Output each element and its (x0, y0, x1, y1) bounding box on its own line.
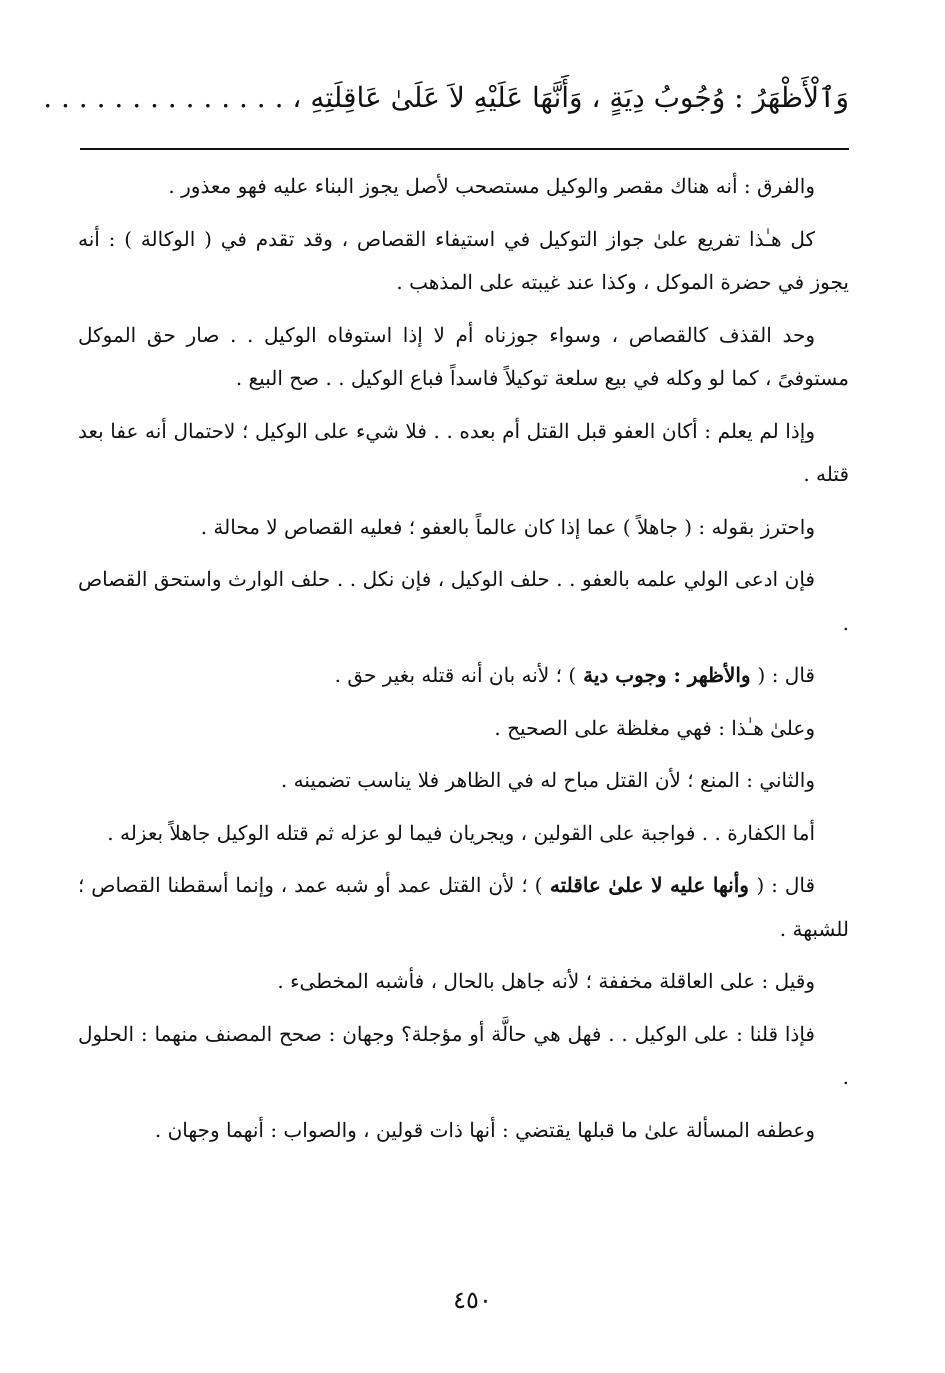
paragraph-6: فإن ادعى الولي علمه بالعفو . . حلف الوكيل ، فإن نكل . . حلف الوارث واستحق القصاص . (78, 567, 849, 635)
quote-2-bold: وأنها عليه لا علىٰ عاقلته (542, 873, 757, 897)
quote-paragraph-2 (78, 864, 849, 951)
quote-paragraph-1 (78, 654, 849, 698)
header-text: وَٱلْأَظْهَرُ : وُجُوبُ دِيَةٍ ، وَأَنَّهَا عَلَيْهِ لاَ عَلَىٰ عَاقِلَتِهِ ، (292, 81, 849, 114)
page-number: ٤٥٠ (453, 1286, 492, 1314)
paragraph-10: وقيل : على العاقلة مخففة ؛ لأنه جاهل بالحال ، فأشبه المخطىء . (277, 969, 815, 993)
header-matn-line (43, 70, 849, 130)
paragraph-9: أما الكفارة . . فواجبة على القولين ، ويجريان فيما لو عزله ثم قتله الوكيل جاهلاً بعزله . (107, 820, 815, 845)
quote-1-suffix: ) ؛ لأنه بان أنه قتله بغير حق . (334, 663, 577, 687)
quote-1-prefix: قال : ( (757, 663, 815, 687)
paragraph-11: فإذا قلنا : على الوكيل . . فهل هي حالَّة أو مؤجلة؟ وجهان : صحح المصنف منهما : الحلول . (78, 1021, 849, 1089)
quote-2-suffix: ) ؛ لأن القتل عمد أو شبه عمد ، وإنما أسقطنا القصاص ؛ للشبهة . (78, 873, 849, 941)
paragraph-5: واحترز بقوله : ( جاهلاً ) عما إذا كان عالماً بالعفو ؛ فعليه القصاص لا محالة . (200, 514, 815, 539)
paragraph-12: وعطفه المسألة علىٰ ما قبلها يقتضي : أنها ذات قولين ، والصواب : أنهما وجهان . (154, 1117, 815, 1142)
commentary-body (78, 165, 849, 1161)
header-dots: . . . . . . . . . . . . . . (43, 81, 284, 114)
paragraph-7: وعلىٰ هـٰذا : فهي مغلظة على الصحيح . (494, 715, 815, 740)
header-divider (80, 148, 849, 150)
paragraph-2: كل هـٰذا تفريع علىٰ جواز التوكيل في استيفاء القصاص ، وقد تقدم في ( الوكالة ) : أنه يجوز في حضرة الموكل ، وكذا عند غيبته على المذهب . (78, 226, 849, 294)
paragraph-3: وحد القذف كالقصاص ، وسواء جوزناه أم لا إذا استوفاه الوكيل . . صار حق الموكل مستوفىً ، كما لو وكله في بيع سلعة توكيلاً فاسداً فباع الوكيل . . صح البيع . (78, 322, 849, 390)
quote-1-bold: والأظهر : وجوب دية (576, 663, 758, 687)
paragraph-8: والثاني : المنع ؛ لأن القتل مباح له في الظاهر فلا يناسب تضمينه . (280, 768, 815, 792)
paragraph-4: وإذا لم يعلم : أكان العفو قبل القتل أم بعده . . فلا شيء على الوكيل ؛ لاحتمال أنه عفا بعد قتله . (78, 418, 849, 486)
paragraph-1: والفرق : أنه هناك مقصر والوكيل مستصحب لأصل يجوز البناء عليه فهو معذور . (168, 174, 815, 198)
quote-2-prefix: قال : ( (756, 873, 816, 897)
